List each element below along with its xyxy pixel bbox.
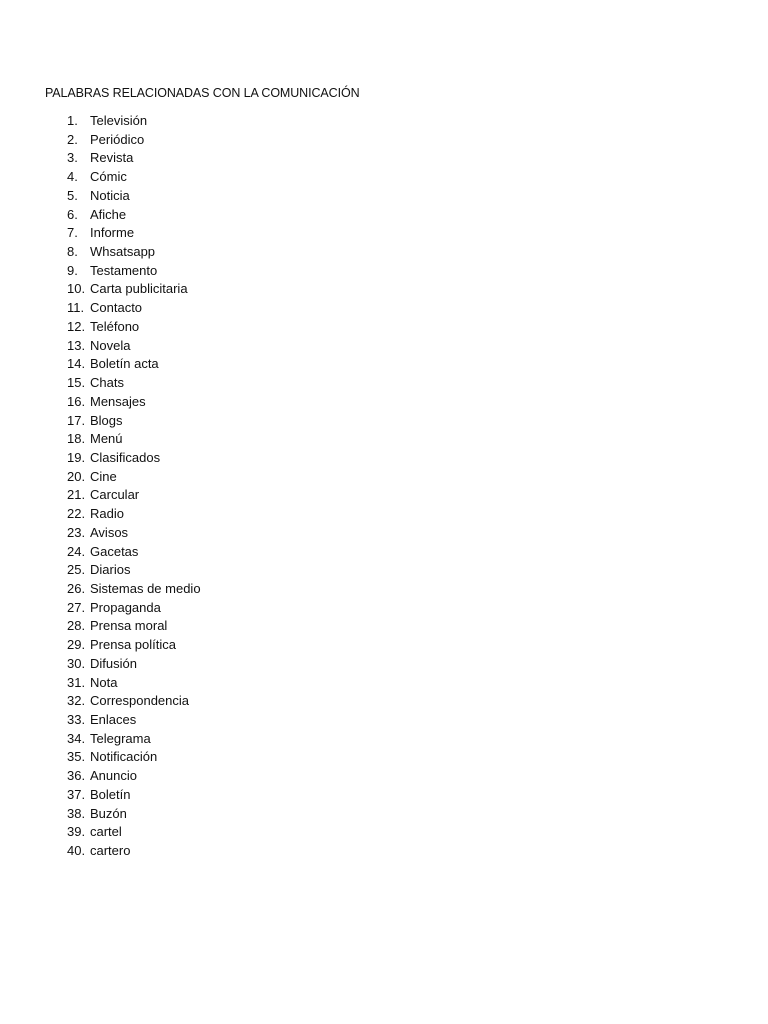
list-item-number: 29.: [67, 637, 86, 653]
list-item-text: Revista: [90, 150, 134, 166]
list-item-text: Sistemas de medio: [90, 580, 201, 596]
list-item-text: Mensajes: [90, 393, 146, 409]
list-item-text: Prensa política: [90, 637, 176, 653]
list-item-text: Chats: [90, 375, 124, 391]
list-item-text: Propaganda: [90, 599, 161, 615]
list-item-text: Blogs: [90, 412, 123, 428]
list-item-number: 15.: [67, 375, 86, 391]
list-item-number: 6.: [67, 206, 78, 222]
list-item-text: Informe: [90, 225, 135, 241]
list-item-number: 25.: [67, 562, 86, 578]
list-item-number: 27.: [67, 599, 86, 615]
list-item-number: 35.: [67, 749, 86, 765]
list-item-number: 11.: [67, 300, 85, 316]
list-item-text: Notificación: [90, 749, 158, 765]
list-item-text: Boletín: [90, 786, 131, 802]
list-item-text: Carta publicitaria: [90, 281, 188, 297]
list-item-number: 14.: [67, 356, 86, 372]
list-item-text: Novela: [90, 337, 131, 353]
list-item-number: 20.: [67, 468, 86, 484]
list-item-text: Diarios: [90, 562, 131, 578]
list-item-number: 3.: [67, 150, 78, 166]
list-item-text: Whsatsapp: [90, 244, 156, 260]
list-item-text: Boletín acta: [90, 356, 159, 372]
list-item-text: Clasificados: [90, 449, 161, 465]
list-item-number: 36.: [67, 768, 86, 784]
list-item-text: Anuncio: [90, 768, 137, 784]
list-item-text: Teléfono: [90, 318, 140, 334]
list-item-text: Buzón: [90, 805, 127, 821]
list-item-number: 31.: [67, 674, 86, 690]
list-item-number: 8.: [67, 244, 78, 260]
list-item-number: 16.: [67, 393, 86, 409]
list-item-number: 40.: [67, 843, 86, 859]
list-item-text: Prensa moral: [90, 618, 168, 634]
list-item-text: cartel: [90, 824, 122, 840]
list-item-number: 19.: [67, 449, 86, 465]
list-item-number: 7.: [67, 225, 78, 241]
list-item-text: Noticia: [90, 187, 130, 203]
list-item-text: Televisión: [90, 113, 148, 128]
list-item-number: 4.: [67, 169, 78, 185]
list-item-text: Periódico: [90, 131, 145, 147]
list-item-number: 26.: [67, 580, 86, 596]
list-item-text: Nota: [90, 674, 118, 690]
list-item-number: 24.: [67, 543, 86, 559]
list-item-number: 34.: [67, 730, 86, 746]
list-item-number: 12.: [67, 318, 86, 334]
list-item-number: 33.: [67, 712, 86, 727]
list-item-number: 32.: [67, 693, 86, 709]
list-item-text: Gacetas: [90, 543, 139, 559]
list-item-number: 18.: [67, 431, 86, 447]
list-item-number: 21.: [67, 487, 86, 503]
list-item-number: 37.: [67, 786, 86, 802]
list-item-text: Afiche: [90, 206, 127, 222]
list-item-text: Testamento: [90, 262, 158, 278]
list-item-number: 38.: [67, 805, 86, 821]
list-item-number: 39.: [67, 824, 86, 840]
list-item-text: Cómic: [90, 169, 127, 185]
list-item-text: Menú: [90, 431, 123, 447]
list-item-number: 2.: [67, 131, 78, 147]
list-item-text: cartero: [90, 843, 131, 859]
list-item-text: Enlaces: [90, 712, 137, 727]
list-item-number: 22.: [67, 506, 86, 522]
list-item-number: 30.: [67, 655, 86, 671]
list-item-text: Carcular: [90, 487, 140, 503]
document-title: PALABRAS RELACIONADAS CON LA COMUNICACIÓN: [45, 86, 360, 100]
list-item-number: 17.: [67, 412, 86, 428]
list-item-text: Difusión: [90, 655, 137, 671]
list-item-text: Avisos: [90, 524, 129, 540]
list-item-text: Radio: [90, 506, 124, 522]
list-item-text: Correspondencia: [90, 693, 190, 709]
list-item-number: 5.: [67, 187, 78, 203]
list-item-text: Cine: [90, 468, 117, 484]
list-item-text: Contacto: [90, 300, 143, 316]
list-item-number: 13.: [67, 337, 86, 353]
list-item-number: 1.: [67, 113, 78, 128]
list-item-number: 23.: [67, 524, 86, 540]
list-item-number: 10.: [67, 281, 86, 297]
list-item-text: Telegrama: [90, 730, 151, 746]
list-item-number: 28.: [67, 618, 86, 634]
list-item-number: 9.: [67, 262, 78, 278]
